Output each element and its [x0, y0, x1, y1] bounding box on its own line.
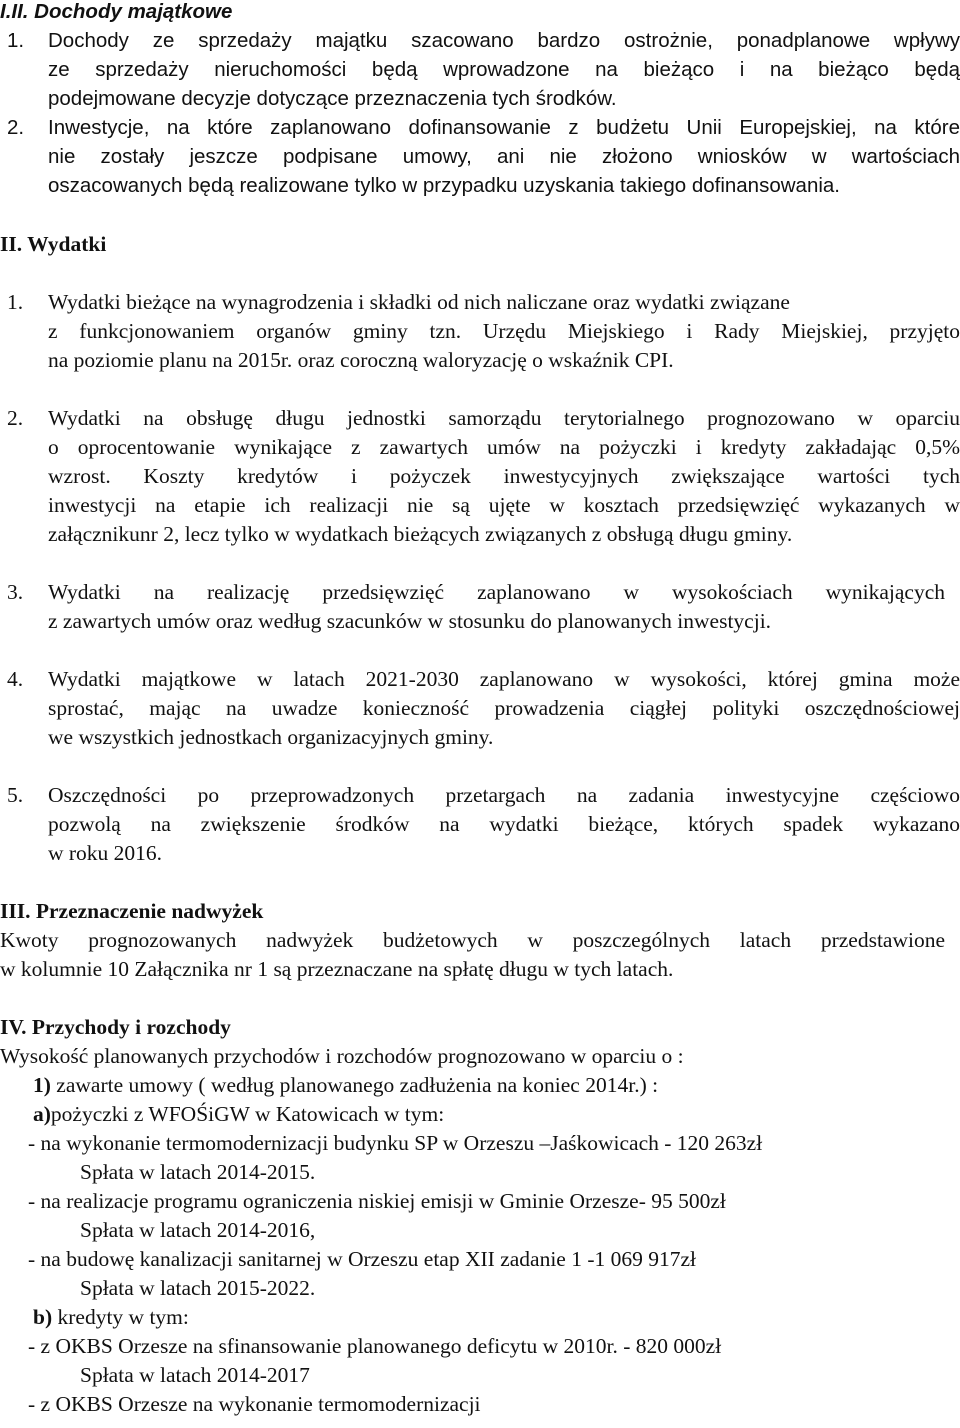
list-point-1	[0, 1073, 960, 1098]
item-number: 4.	[7, 667, 24, 691]
paragraph-line: Dochody ze sprzedaży majątku szacowano bardzo ostrożnie, ponadplanowe wpływy	[48, 29, 960, 52]
paragraph-line: Kwoty prognozowanych nadwyżek budżetowych w poszczególnych latach przedstawione	[0, 928, 945, 952]
point-marker: b)	[33, 1305, 53, 1329]
paragraph-line: sprostać, mając na uwadze konieczność prowadzenia ciągłej polityki oszczędnościowej	[48, 696, 960, 720]
paragraph-line: Oszczędności po przeprowadzonych przetargach na zadania inwestycyjne częściowo	[48, 783, 960, 807]
sub-item-line: - na realizacje programu ograniczenia niskiej emisji w Gminie Orzesze- 95 500zł	[28, 1189, 726, 1213]
point-marker: a)	[33, 1102, 51, 1126]
sub-item-line: - z OKBS Orzesze na wykonanie termomodernizacji	[28, 1392, 481, 1416]
paragraph-line: Wydatki bieżące na wynagrodzenia i składki od nich naliczane oraz wydatki związane	[48, 290, 790, 314]
sub-item-line: - z OKBS Orzesze na sfinansowanie planowanego deficytu w 2010r. - 820 000zł	[28, 1334, 722, 1358]
point-text: pożyczki z WFOŚiGW w Katowicach w tym:	[50, 1102, 445, 1126]
paragraph-line: wzrost. Koszty kredytów i pożyczek inwestycyjnych zwiększające wartości tych	[48, 464, 960, 488]
paragraph-line: we wszystkich jednostkach organizacyjnych gminy.	[48, 725, 494, 749]
item-number: 2.	[7, 406, 24, 430]
sub-item-line: - na budowę kanalizacji sanitarnej w Orzeszu etap XII zadanie 1 -1 069 917zł	[28, 1247, 697, 1271]
paragraph-line: oszacowanych będą realizowane tylko w przypadku uzyskania takiego dofinansowania.	[48, 174, 840, 197]
list-point-b	[0, 1305, 960, 1330]
item-number: 5.	[7, 783, 24, 807]
paragraph-line: w kolumnie 10 Załącznika nr 1 są przeznaczane na spłatę długu w tych latach.	[0, 957, 674, 981]
paragraph-line: inwestycji na etapie ich realizacji nie są ujęte w kosztach przedsięwzięć wykazanych w	[48, 493, 960, 517]
item-number: 3.	[7, 580, 24, 604]
section-title-przeznaczenie-nadwyzek: III. Przeznaczenie nadwyżek	[0, 899, 264, 923]
item-number: 1.	[7, 290, 24, 314]
section-title-przychody-i-rozchody: IV. Przychody i rozchody	[0, 1015, 231, 1039]
paragraph-line: załącznikunr 2, lecz tylko w wydatkach bieżących związanych z obsługą długu gminy.	[48, 522, 793, 546]
item-number: 1.	[7, 29, 25, 52]
paragraph-line: ze sprzedaży nieruchomości będą wprowadzone na bieżąco i na bieżąco będą	[48, 58, 960, 81]
section-title-wydatki: II. Wydatki	[0, 232, 107, 256]
list-point-a	[0, 1102, 960, 1127]
paragraph-line: nie zostały jeszcze podpisane umowy, ani nie złożono wniosków w wartościach	[48, 145, 960, 168]
point-text: kredyty w tym:	[52, 1305, 189, 1329]
paragraph-line: z zawartych umów oraz według szacunków w stosunku do planowanych inwestycji.	[48, 609, 772, 633]
paragraph-line: Wysokość planowanych przychodów i rozchodów prognozowano w oparciu o :	[0, 1044, 684, 1068]
repayment-note: Spłata w latach 2015-2022.	[80, 1276, 316, 1300]
section-title-dochody-majatkowe: I.II. Dochody majątkowe	[0, 0, 233, 23]
paragraph-line: Wydatki na obsługę długu jednostki samorządu terytorialnego prognozowano w oparciu	[48, 406, 960, 430]
point-marker: 1)	[33, 1073, 51, 1097]
paragraph-line: Wydatki na realizację przedsięwzięć zaplanowano w wysokościach wynikających	[48, 580, 945, 604]
item-number: 2.	[7, 116, 25, 139]
repayment-note: Spłata w latach 2014-2017	[80, 1363, 310, 1387]
repayment-note: Spłata w latach 2014-2016,	[80, 1218, 316, 1242]
paragraph-line: na poziomie planu na 2015r. oraz coroczną waloryzację o wskaźnik CPI.	[48, 348, 674, 372]
paragraph-line: Wydatki majątkowe w latach 2021-2030 zaplanowano w wysokości, której gmina może	[48, 667, 960, 691]
paragraph-line: w roku 2016.	[48, 841, 163, 865]
point-text: zawarte umowy ( według planowanego zadłużenia na koniec 2014r.) :	[50, 1073, 659, 1097]
paragraph-line: o oprocentowanie wynikające z zawartych umów na pożyczki i kredyty zakładając 0,5%	[48, 435, 960, 459]
paragraph-line: z funkcjonowaniem organów gminy tzn. Urzędu Miejskiego i Rady Miejskiej, przyjęto	[48, 319, 960, 343]
paragraph-line: pozwolą na zwiększenie środków na wydatki bieżące, których spadek wykazano	[48, 812, 960, 836]
paragraph-line: Inwestycje, na które zaplanowano dofinansowanie z budżetu Unii Europejskiej, na które	[48, 116, 960, 139]
paragraph-line: podejmowane decyzje dotyczące przeznaczenia tych środków.	[48, 87, 617, 110]
sub-item-line: - na wykonanie termomodernizacji budynku SP w Orzeszu –Jaśkowicach - 120 263zł	[28, 1131, 763, 1155]
repayment-note: Spłata w latach 2014-2015.	[80, 1160, 316, 1184]
